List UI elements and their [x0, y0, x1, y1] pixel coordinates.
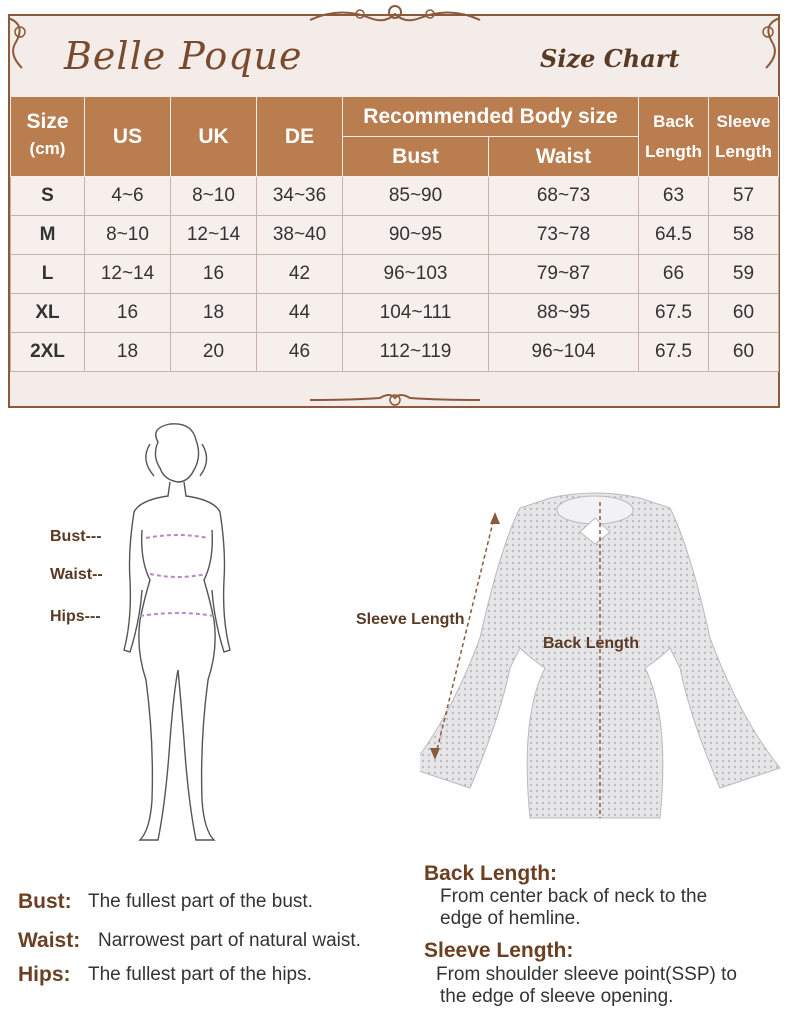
- header-uk: UK: [171, 97, 257, 177]
- header-recommended: Recommended Body size: [343, 97, 639, 137]
- header-size: Size (cm): [11, 97, 85, 177]
- hips-label: Hips---: [50, 608, 101, 625]
- corner-ornament-left-icon: [2, 14, 36, 74]
- brand-logo: Belle Poque: [64, 34, 303, 78]
- back-length-description-2: edge of hemline.: [440, 908, 581, 929]
- table-cell: 42: [257, 255, 343, 294]
- bottom-ornament-icon: [300, 388, 490, 412]
- header-bust: Bust: [343, 137, 489, 177]
- table-cell: 16: [171, 255, 257, 294]
- table-cell: 58: [709, 216, 779, 255]
- table-cell: 59: [709, 255, 779, 294]
- table-cell: 60: [709, 333, 779, 372]
- table-row: [11, 333, 779, 372]
- header-waist: Waist: [489, 137, 639, 177]
- table-cell: 12~14: [85, 255, 171, 294]
- table-cell: 8~10: [171, 177, 257, 216]
- table-cell: 18: [85, 333, 171, 372]
- table-row: [11, 255, 779, 294]
- garment-figure-icon: [420, 488, 788, 828]
- table-cell: 79~87: [489, 255, 639, 294]
- header-sleeve-length: Sleeve Length: [709, 97, 779, 177]
- table-cell: 38~40: [257, 216, 343, 255]
- table-cell: M: [11, 216, 85, 255]
- table-cell: 60: [709, 294, 779, 333]
- table-cell: 12~14: [171, 216, 257, 255]
- size-table: [10, 96, 779, 372]
- table-cell: L: [11, 255, 85, 294]
- header-back-length: Back Length: [639, 97, 709, 177]
- waist-term: Waist:: [18, 929, 81, 952]
- table-cell: 90~95: [343, 216, 489, 255]
- table-cell: 44: [257, 294, 343, 333]
- bust-label: Bust---: [50, 528, 102, 545]
- sleeve-length-description-1: From shoulder sleeve point(SSP) to: [436, 964, 737, 985]
- table-cell: 16: [85, 294, 171, 333]
- table-cell: 73~78: [489, 216, 639, 255]
- back-length-label: Back Length: [543, 635, 640, 652]
- table-cell: 64.5: [639, 216, 709, 255]
- hips-term: Hips:: [18, 963, 71, 986]
- header-de: DE: [257, 97, 343, 177]
- table-cell: 88~95: [489, 294, 639, 333]
- table-row: [11, 216, 779, 255]
- waist-description: Narrowest part of natural waist.: [98, 930, 361, 951]
- table-cell: 85~90: [343, 177, 489, 216]
- back-length-term: Back Length:: [424, 862, 558, 885]
- bust-term: Bust:: [18, 890, 72, 913]
- corner-ornament-right-icon: [752, 14, 786, 74]
- bust-description: The fullest part of the bust.: [88, 891, 313, 912]
- table-cell: 104~111: [343, 294, 489, 333]
- table-cell: 112~119: [343, 333, 489, 372]
- table-cell: 96~104: [489, 333, 639, 372]
- table-cell: 18: [171, 294, 257, 333]
- table-cell: 66: [639, 255, 709, 294]
- table-cell: 46: [257, 333, 343, 372]
- table-cell: 20: [171, 333, 257, 372]
- table-cell: 96~103: [343, 255, 489, 294]
- table-cell: 63: [639, 177, 709, 216]
- sleeve-length-term: Sleeve Length:: [424, 939, 574, 962]
- sleeve-length-description-2: the edge of sleeve opening.: [440, 986, 674, 1007]
- size-chart-title: Size Chart: [540, 44, 680, 73]
- body-figure-icon: [110, 420, 250, 850]
- back-length-description-1: From center back of neck to the: [440, 886, 708, 907]
- sleeve-length-label: Sleeve Length: [356, 611, 465, 628]
- table-cell: XL: [11, 294, 85, 333]
- table-cell: 67.5: [639, 294, 709, 333]
- table-cell: 4~6: [85, 177, 171, 216]
- table-row: [11, 294, 779, 333]
- table-cell: 8~10: [85, 216, 171, 255]
- table-cell: S: [11, 177, 85, 216]
- header-us: US: [85, 97, 171, 177]
- table-cell: 57: [709, 177, 779, 216]
- waist-label: Waist--: [50, 566, 103, 583]
- top-ornament-icon: [300, 2, 490, 28]
- table-cell: 67.5: [639, 333, 709, 372]
- table-row: [11, 177, 779, 216]
- table-cell: 68~73: [489, 177, 639, 216]
- hips-description: The fullest part of the hips.: [88, 964, 312, 985]
- table-cell: 34~36: [257, 177, 343, 216]
- table-cell: 2XL: [11, 333, 85, 372]
